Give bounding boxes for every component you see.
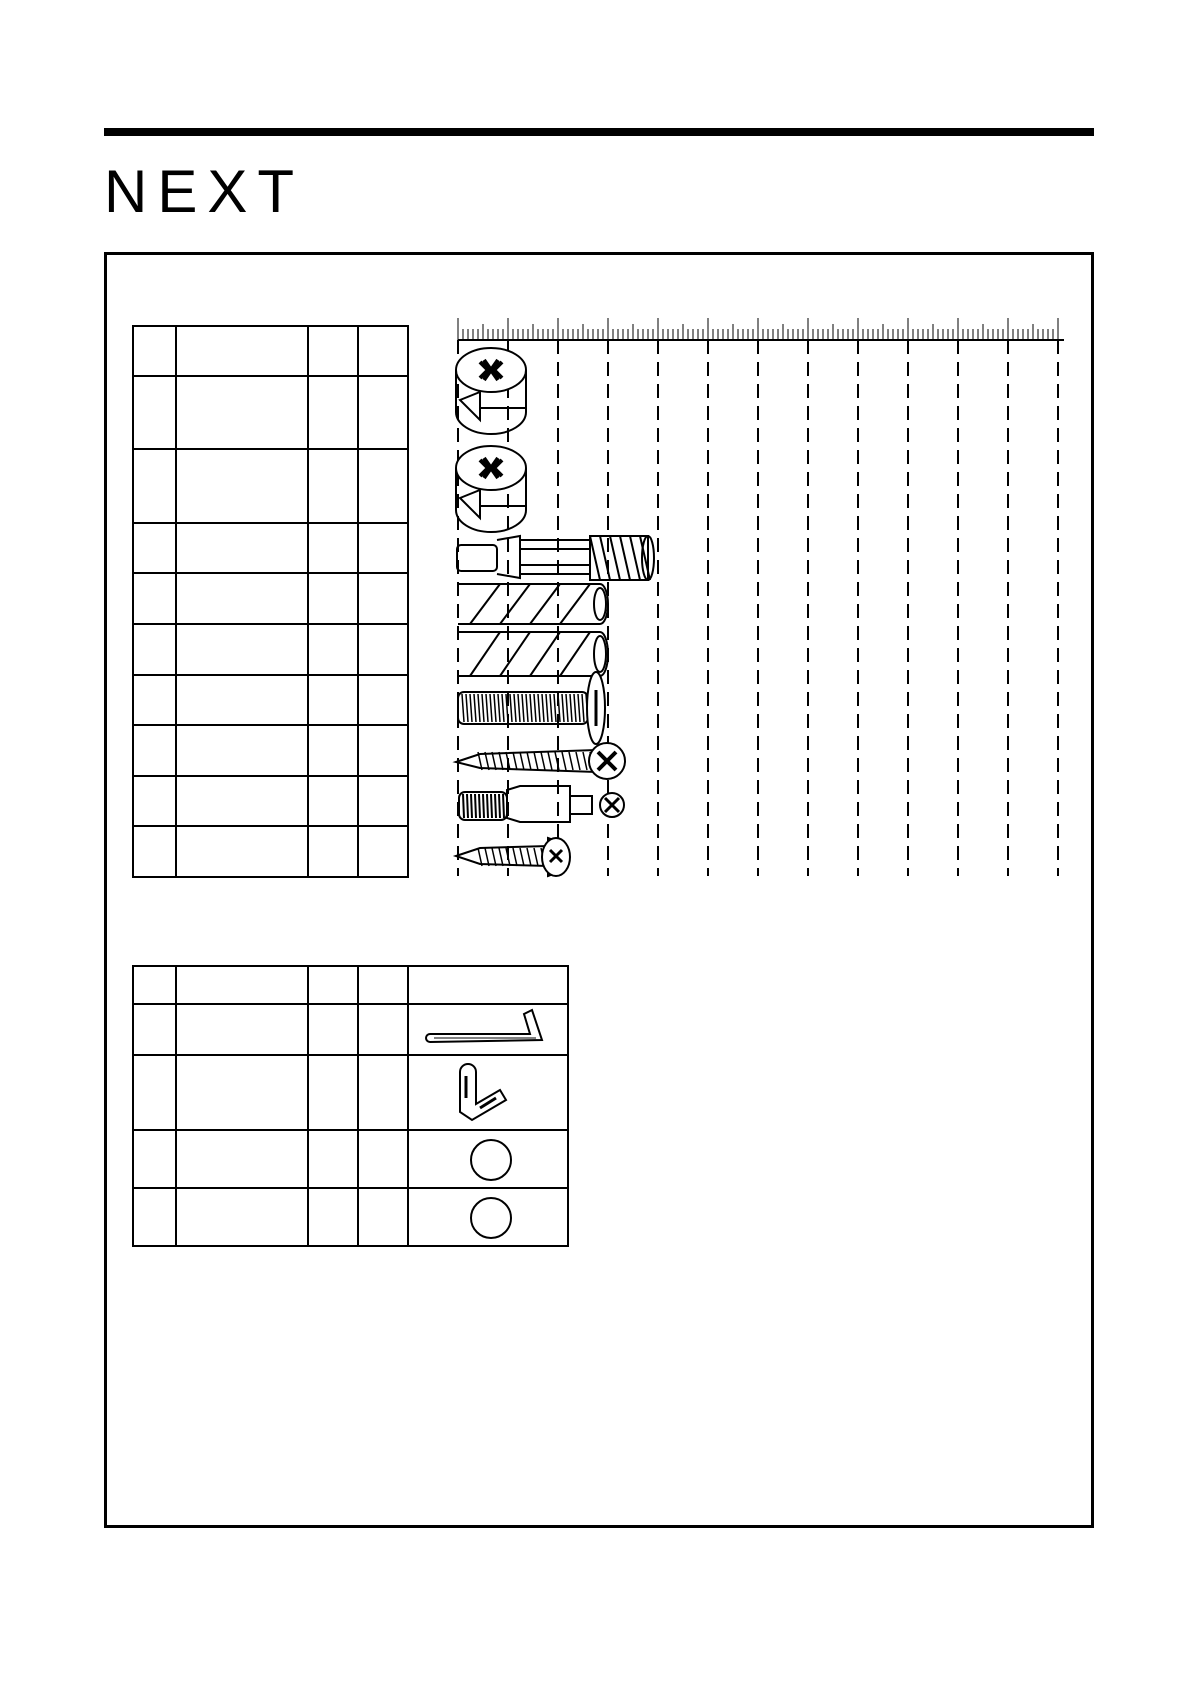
drawing-stroke	[566, 694, 568, 722]
drawing-stroke	[478, 694, 480, 722]
drawing-stroke	[470, 694, 472, 722]
drawing-stroke	[546, 694, 548, 722]
fittings-table-row-lines	[133, 376, 408, 826]
drawing-stroke	[582, 694, 584, 722]
drawing-stroke	[474, 694, 476, 722]
drawing-stroke	[520, 848, 524, 866]
drawing-stroke	[548, 752, 552, 770]
drawing-stroke	[550, 694, 552, 722]
drawing-stroke	[576, 752, 580, 770]
drawing-stroke	[542, 694, 544, 722]
drawing-stroke	[520, 752, 524, 770]
cam-lock-icon	[456, 446, 526, 532]
wooden-dowel-icon	[458, 632, 608, 676]
drawing-stroke	[554, 694, 556, 722]
drawing-stroke	[503, 794, 504, 818]
drawing-stroke	[471, 794, 472, 818]
round-head-screw-icon	[456, 838, 570, 876]
drawing-stroke	[483, 794, 484, 818]
drawing-stroke	[534, 752, 538, 770]
drawing-stroke	[466, 694, 468, 722]
drawing-stroke	[514, 694, 516, 722]
drawing-stroke	[530, 694, 532, 722]
drawing-stroke	[562, 752, 566, 770]
drawing-stroke	[538, 694, 540, 722]
drawing-stroke	[513, 752, 517, 770]
drawing-stroke	[467, 794, 468, 818]
drawing-stroke	[569, 752, 573, 770]
drawing-stroke	[463, 794, 464, 818]
drawing-stroke	[494, 694, 496, 722]
drawing-stroke	[518, 694, 520, 722]
drawing-stroke	[502, 694, 504, 722]
drawing-stroke	[522, 694, 524, 722]
drawing-stroke	[570, 694, 572, 722]
drawing-stroke	[527, 848, 531, 866]
drawing-stroke	[574, 694, 576, 722]
drawing-stroke	[527, 752, 531, 770]
drawing-stroke	[487, 794, 488, 818]
drawing-stroke	[495, 794, 496, 818]
drawing-stroke	[513, 848, 517, 866]
drawing-stroke	[526, 694, 528, 722]
drawing-stroke	[482, 694, 484, 722]
cam-bolt-icon	[457, 536, 654, 580]
drawing-stroke	[492, 752, 496, 770]
drawing-stroke	[562, 694, 564, 722]
cam-bolt-insert-icon	[459, 786, 624, 822]
drawing-stroke	[534, 694, 536, 722]
brand-logo: NEXT	[104, 158, 305, 225]
drawing-stroke	[541, 752, 545, 770]
l-bracket-icon	[460, 1064, 506, 1120]
drawing-stroke	[499, 752, 503, 770]
wood-screw-icon	[456, 743, 625, 779]
drawing-stroke	[498, 694, 500, 722]
drawing-stroke	[491, 794, 492, 818]
drawing-stroke	[534, 848, 538, 866]
wooden-dowel-icon	[458, 584, 608, 624]
drawing-stroke	[499, 848, 503, 866]
drawing-stroke	[490, 694, 492, 722]
fittings-table	[133, 326, 408, 877]
cover-cap-icon	[471, 1140, 511, 1180]
allen-key-icon	[426, 1010, 542, 1042]
drawing-stroke	[578, 694, 580, 722]
connector-bolt-icon	[458, 672, 605, 744]
cover-cap-icon	[471, 1198, 511, 1238]
drawing-stroke	[462, 694, 464, 722]
drawing-stroke	[486, 694, 488, 722]
drawing-stroke	[510, 694, 512, 722]
measuring-ruler	[458, 318, 1064, 876]
drawing-stroke	[499, 794, 500, 818]
tools-table	[133, 966, 568, 1246]
drawing-stroke	[583, 752, 587, 770]
cam-lock-icon	[456, 348, 526, 434]
drawing-stroke	[475, 794, 476, 818]
drawing-stroke	[479, 794, 480, 818]
drawing-stroke	[492, 848, 496, 866]
